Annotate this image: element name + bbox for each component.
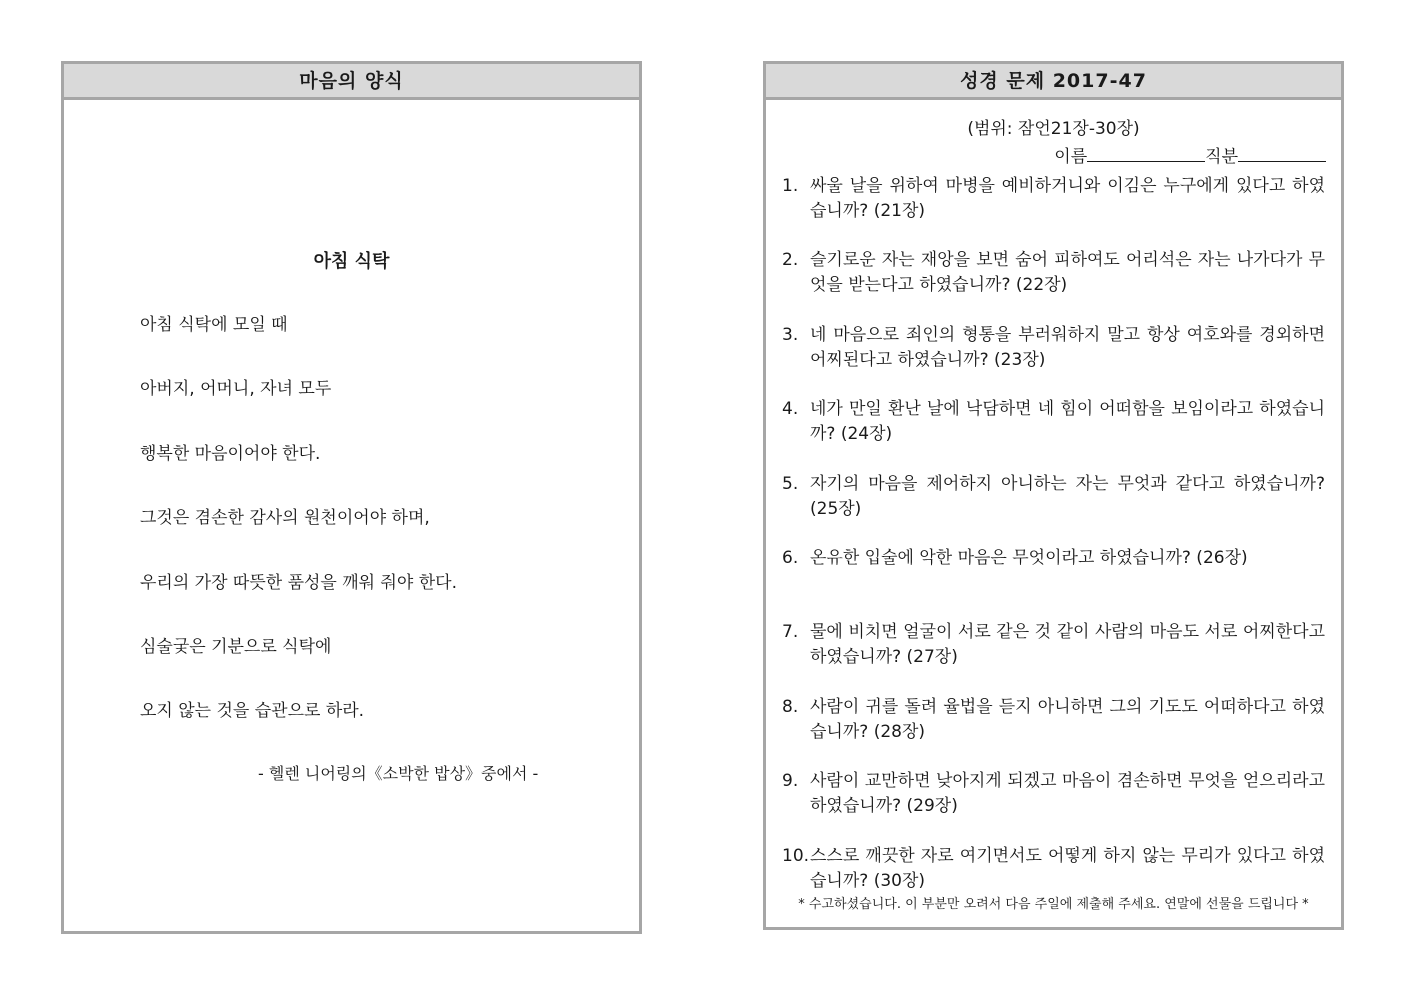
question-text: 물에 비치면 얼굴이 서로 같은 것 같이 사람의 마음도 서로 어찌한다고 하였습니까? (27장)	[810, 622, 1325, 668]
quiz-header: 성경 문제 2017-47	[766, 64, 1341, 100]
question-number: 6.	[782, 547, 799, 568]
question-item	[782, 695, 1325, 769]
question-number: 7.	[782, 622, 799, 643]
question-number: 1.	[782, 176, 799, 196]
question-number: 3.	[782, 324, 799, 345]
poem-line: 심술궂은 기분으로 식탁에	[140, 636, 332, 657]
question-item	[782, 174, 1325, 248]
question-text: 사람이 귀를 돌려 율법을 듣지 아니하면 그의 기도도 어떠하다고 하였습니까? (28장)	[810, 696, 1325, 742]
question-number: 9.	[782, 771, 799, 792]
question-item	[782, 546, 1325, 620]
poem-line: 아버지, 어머니, 자녀 모두	[140, 379, 332, 400]
quiz-range: (범위: 잠언21장-30장)	[967, 119, 1140, 139]
question-number: 8.	[782, 696, 799, 717]
question-item	[782, 397, 1325, 471]
poem-body	[140, 313, 457, 764]
question-text: 슬기로운 자는 재앙을 보면 숨어 피하여도 어리석은 자는 나가다가 무엇을 받는다고 하였습니까? (22장)	[810, 250, 1325, 296]
question-text: 자기의 마음을 제어하지 아니하는 자는 무엇과 같다고 하였습니까? (25장)	[810, 473, 1325, 519]
quiz-footnote: * 수고하셨습니다. 이 부분만 오려서 다음 주일에 제출해 주세요. 연말에 선물을 드립니다 *	[798, 897, 1309, 912]
meditation-panel	[61, 61, 642, 934]
role-blank[interactable]	[1238, 142, 1326, 162]
question-number: 4.	[782, 399, 799, 420]
poem-line: 그것은 겸손한 감사의 원천이어야 하며,	[140, 508, 430, 529]
name-label: 이름	[1054, 147, 1088, 167]
question-item	[782, 248, 1325, 322]
question-item	[782, 620, 1325, 694]
question-text: 싸울 날을 위하여 마병을 예비하거니와 이김은 누구에게 있다고 하였습니까? (21장)	[810, 176, 1325, 221]
question-number: 2.	[782, 250, 799, 271]
question-number: 5.	[782, 473, 799, 494]
poem-source: - 헬렌 니어링의《소박한 밥상》중에서 -	[258, 764, 539, 783]
poem-line: 우리의 가장 따뜻한 품성을 깨워 줘야 한다.	[140, 572, 458, 593]
meditation-header: 마음의 양식	[64, 64, 639, 100]
poem-line: 아침 식탁에 모일 때	[140, 315, 288, 335]
bible-quiz-panel	[763, 61, 1344, 930]
question-item	[782, 472, 1325, 546]
role-label: 직분	[1205, 147, 1238, 167]
question-item	[782, 769, 1325, 843]
question-list	[782, 174, 1325, 918]
question-item	[782, 323, 1325, 397]
name-blank[interactable]	[1087, 142, 1205, 162]
question-number: 10.	[782, 845, 810, 866]
question-text: 스스로 깨끗한 자로 여기면서도 어떻게 하지 않는 무리가 있다고 하였습니까? (30장)	[810, 845, 1325, 891]
question-text: 네 마음으로 죄인의 형통을 부러워하지 말고 항상 여호와를 경외하면 어찌된다고 하였습니까? (23장)	[810, 324, 1325, 370]
question-text: 네가 만일 환난 날에 낙담하면 네 힘이 어떠함을 보임이라고 하였습니까? (24장)	[810, 399, 1325, 445]
poem-line: 행복한 마음이어야 한다.	[140, 443, 321, 464]
name-role-line	[1054, 142, 1326, 169]
question-text: 온유한 입술에 악한 마음은 무엇이라고 하였습니까? (26장)	[810, 547, 1248, 568]
poem-line: 오지 않는 것을 습관으로 하라.	[140, 701, 365, 722]
question-text: 사람이 교만하면 낮아지게 되겠고 마음이 겸손하면 무엇을 얻으리라고 하였습니까? (29장)	[810, 771, 1325, 817]
poem-title: 아침 식탁	[313, 251, 390, 272]
